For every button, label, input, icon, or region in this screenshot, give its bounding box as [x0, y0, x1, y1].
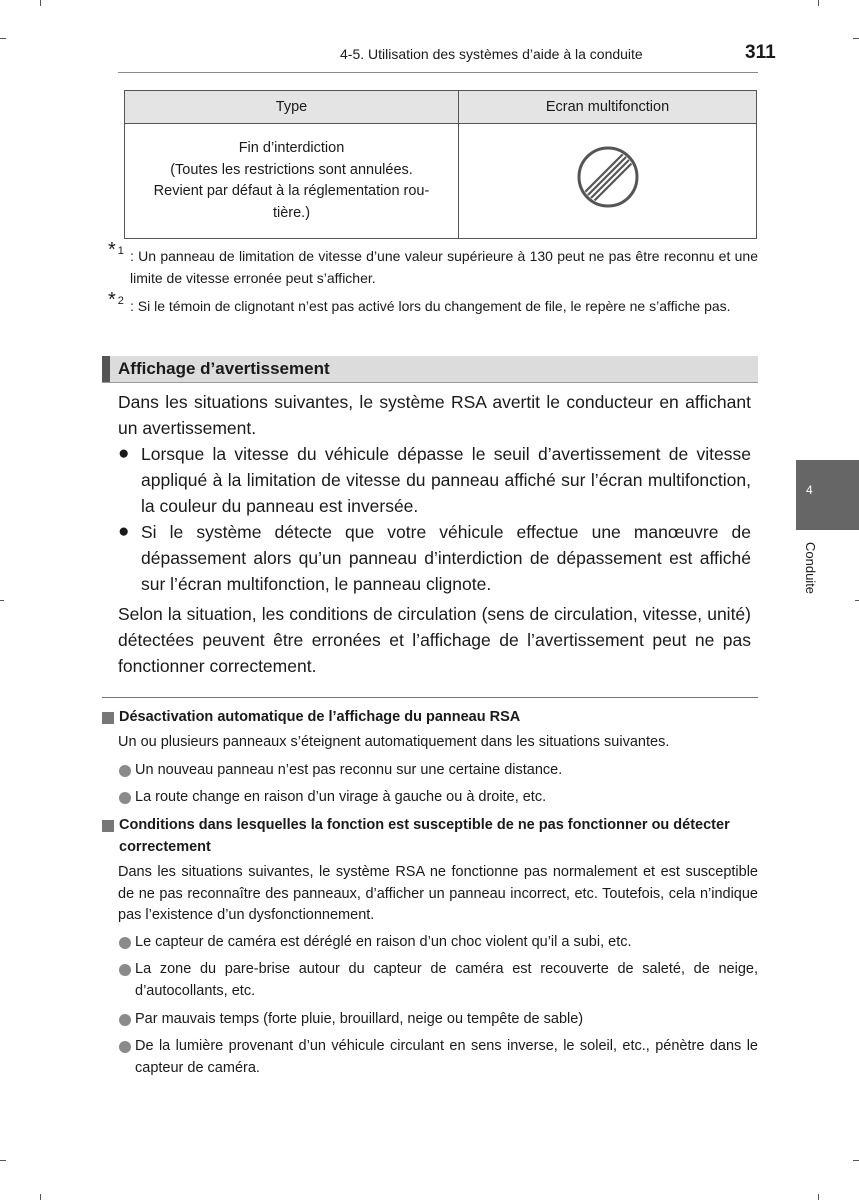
crop-mark — [818, 1194, 819, 1200]
list-item-text: Par mauvais temps (forte pluie, brouillard, neige ou tempête de sable) — [135, 1011, 584, 1027]
footnote — [108, 289, 758, 317]
list-item — [118, 932, 758, 954]
list-item — [118, 760, 758, 782]
footnote-number: 2 — [117, 295, 124, 307]
list-item-text: Le capteur de caméra est déréglé en raison d’un choc violent qu’il a subi, etc. — [135, 934, 632, 950]
note-heading — [102, 707, 758, 729]
footnote-asterisk: * — [108, 239, 116, 261]
end-of-restriction-sign-icon — [576, 145, 640, 209]
crop-mark — [855, 600, 859, 601]
table-cell-type — [125, 124, 459, 239]
list-item-text: Un nouveau panneau n’est pas reconnu sur une certaine distance. — [135, 762, 563, 778]
crop-mark — [0, 38, 6, 39]
chapter-number: 4 — [806, 483, 813, 497]
section-heading-label: Affichage d’avertissement — [118, 359, 330, 378]
section-intro: Dans les situations suivantes, le système RSA avertit le conducteur en affichant un avertissement. — [118, 392, 751, 438]
section-outro: Selon la situation, les conditions de circulation (sens de circulation, vitesse, unité) détectées peuvent être erronées et l’affichage de l’avertissement peut ne pas fonctionner correctement. — [118, 604, 751, 676]
page-number: 311 — [745, 42, 776, 63]
footnote-number: 1 — [117, 245, 124, 257]
type-line: tière.) — [272, 204, 311, 221]
type-line: Revient par défaut à la réglementation rou- — [153, 183, 430, 199]
footnote-text: : Un panneau de limitation de vitesse d’une valeur supérieure à 130 peut ne pas être reconnu et une limite de vitesse erronée peut s’afficher. — [130, 248, 758, 286]
table-header-row — [125, 91, 757, 124]
crop-mark — [0, 600, 4, 601]
list-item — [118, 1036, 758, 1079]
crop-mark — [0, 1160, 6, 1161]
crop-mark — [818, 0, 819, 6]
notes-divider — [102, 697, 758, 698]
circle-bullet-icon — [119, 765, 131, 777]
footnote-text: : Si le témoin de clignotant n’est pas activé lors du changement de file, le repère ne s’affiche pas. — [130, 298, 731, 314]
restriction-table — [124, 90, 757, 239]
list-item-text: La zone du pare-brise autour du capteur de caméra est recouverte de saleté, de neige, d’autocollants, etc. — [135, 961, 758, 999]
note-heading-text: Conditions dans lesquelles la fonction est susceptible de ne pas fonctionner ou détecter correctement — [119, 817, 730, 855]
table-row — [125, 124, 757, 239]
list-item — [118, 441, 751, 519]
section-heading — [102, 356, 758, 383]
footnote-mark — [108, 289, 124, 312]
circle-bullet-icon — [119, 1041, 131, 1053]
circle-bullet-icon — [119, 1014, 131, 1026]
footnote — [108, 239, 758, 289]
bullet-text: Si le système détecte que votre véhicule effectue une manœuvre de dépassement alors qu’un panneau d’interdiction de dépassement est affiché sur l’écran multifonction, le panneau clignote. — [141, 522, 751, 594]
footnote-asterisk: * — [108, 289, 116, 311]
header-section-title: 4-5. Utilisation des systèmes d’aide à la conduite — [340, 46, 643, 62]
header-rule — [118, 72, 758, 73]
crop-mark — [853, 38, 859, 39]
type-line: Fin d’interdiction — [238, 140, 345, 156]
table-cell-display — [459, 124, 757, 239]
bullet-text: Lorsque la vitesse du véhicule dépasse le seuil d’avertissement de vitesse appliqué à la limitation de vitesse du panneau affiché sur l’écran multifonction, la couleur du panneau est inversée. — [141, 444, 751, 516]
list-item — [118, 1009, 758, 1031]
circle-bullet-icon — [119, 964, 131, 976]
crop-mark — [40, 1194, 41, 1200]
footnote-mark — [108, 239, 124, 262]
note-intro: Dans les situations suivantes, le système RSA ne fonctionne pas normalement et est susceptible de ne pas reconnaître des panneaux, d’afficher un panneau incorrect, etc. Toutefois, cela n’indique pas l’existence d’un dysfonctionnement. — [118, 864, 758, 923]
bullet-dot: ● — [118, 443, 130, 464]
type-line: (Toutes les restrictions sont annulées. — [170, 161, 413, 178]
note-intro: Un ou plusieurs panneaux s’éteignent automatiquement dans les situations suivantes. — [118, 734, 670, 750]
table-header-type: Type — [125, 91, 459, 124]
crop-mark — [853, 1160, 859, 1161]
circle-bullet-icon — [119, 792, 131, 804]
square-bullet-icon — [102, 820, 114, 832]
table-header-display: Ecran multifonction — [459, 91, 757, 124]
list-item — [118, 519, 751, 597]
bullet-dot: ● — [118, 521, 130, 542]
crop-mark — [40, 0, 41, 6]
list-item — [118, 787, 758, 809]
list-item-text: La route change en raison d’un virage à gauche ou à droite, etc. — [135, 789, 547, 805]
square-bullet-icon — [102, 712, 114, 724]
note-heading-text: Désactivation automatique de l’affichage du panneau RSA — [119, 709, 521, 725]
note-heading — [102, 815, 758, 858]
list-item-text: De la lumière provenant d’un véhicule circulant en sens inverse, le soleil, etc., pénètre dans le capteur de caméra. — [135, 1038, 758, 1076]
chapter-label: Conduite — [803, 542, 818, 595]
section-heading-bar — [102, 356, 110, 382]
circle-bullet-icon — [119, 937, 131, 949]
list-item — [118, 959, 758, 1002]
